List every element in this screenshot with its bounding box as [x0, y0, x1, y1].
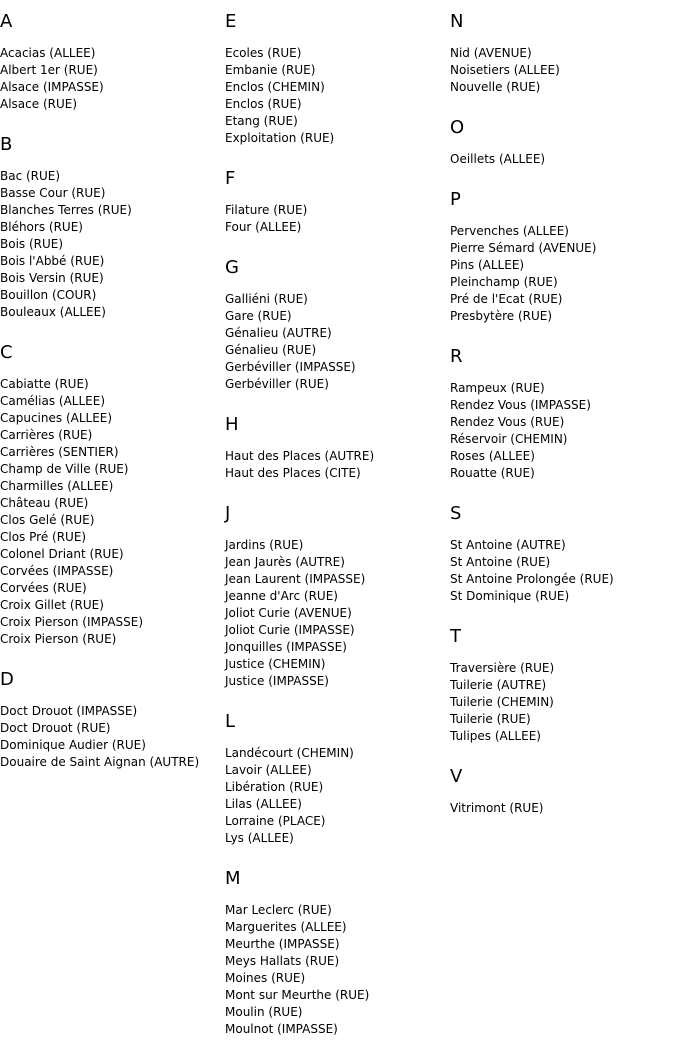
letter-section [450, 189, 675, 325]
street-link[interactable]: Embanie (RUE) [225, 63, 316, 77]
street-link[interactable]: Réservoir (CHEMIN) [450, 432, 568, 446]
directory-column [450, 11, 675, 838]
street-list [450, 800, 675, 817]
letter-heading: D [0, 669, 14, 690]
street-link[interactable]: Oeillets (ALLEE) [450, 152, 546, 166]
letter-section [0, 342, 225, 648]
street-list [225, 745, 450, 847]
street-link[interactable]: Doct Drouot (IMPASSE) [0, 704, 138, 718]
directory-column [225, 11, 450, 1059]
street-link[interactable]: Enclos (CHEMIN) [225, 80, 325, 94]
street-link[interactable]: Gerbéviller (IMPASSE) [225, 360, 356, 374]
street-link[interactable]: Lorraine (PLACE) [225, 814, 326, 828]
street-link[interactable]: Rendez Vous (IMPASSE) [450, 398, 591, 412]
letter-section [450, 503, 675, 605]
street-link[interactable]: Libération (RUE) [225, 780, 324, 794]
letter-heading: O [450, 117, 465, 138]
street-link[interactable]: Roses (ALLEE) [450, 449, 535, 463]
street-link[interactable]: Moines (RUE) [225, 971, 306, 985]
letter-heading: S [450, 503, 462, 524]
street-link[interactable]: Génalieu (RUE) [225, 343, 317, 357]
street-link[interactable]: Doct Drouot (RUE) [0, 721, 111, 735]
street-link[interactable]: Pierre Sémard (AVENUE) [450, 241, 597, 255]
letter-heading: E [225, 11, 237, 32]
street-link[interactable]: Alsace (IMPASSE) [0, 80, 104, 94]
street-list [225, 202, 450, 236]
street-link[interactable]: Haut des Places (AUTRE) [225, 449, 375, 463]
street-link[interactable]: Gare (RUE) [225, 309, 292, 323]
street-link[interactable]: Douaire de Saint Aignan (AUTRE) [0, 755, 200, 769]
street-list [0, 168, 225, 321]
street-link[interactable]: Jardins (RUE) [225, 538, 304, 552]
street-link[interactable]: Lys (ALLEE) [225, 831, 294, 845]
street-link[interactable]: Tuilerie (AUTRE) [450, 678, 547, 692]
letter-heading: F [225, 168, 236, 189]
street-list [0, 45, 225, 113]
street-link[interactable]: Acacias (ALLEE) [0, 46, 96, 60]
street-link[interactable]: Basse Cour (RUE) [0, 186, 106, 200]
street-link[interactable]: Pré de l'Ecat (RUE) [450, 292, 563, 306]
letter-heading: V [450, 766, 463, 787]
street-link[interactable]: Nid (AVENUE) [450, 46, 532, 60]
letter-section [0, 669, 225, 771]
letter-section [225, 503, 450, 690]
letter-heading: N [450, 11, 464, 32]
street-link[interactable]: Landécourt (CHEMIN) [225, 746, 354, 760]
street-link[interactable]: Carrières (SENTIER) [0, 445, 119, 459]
street-link[interactable]: Corvées (RUE) [0, 581, 87, 595]
street-link[interactable]: Bac (RUE) [0, 169, 61, 183]
street-list [450, 45, 675, 96]
street-link[interactable]: Génalieu (AUTRE) [225, 326, 332, 340]
letter-section [225, 868, 450, 1038]
street-list [450, 537, 675, 605]
letter-section [450, 11, 675, 96]
street-link[interactable]: Pervenches (ALLEE) [450, 224, 569, 238]
street-link[interactable]: Justice (CHEMIN) [225, 657, 326, 671]
street-link[interactable]: Camélias (ALLEE) [0, 394, 105, 408]
street-link[interactable]: St Dominique (RUE) [450, 589, 570, 603]
directory-column [0, 11, 225, 792]
street-link[interactable]: Exploitation (RUE) [225, 131, 335, 145]
street-link[interactable]: Tulipes (ALLEE) [450, 729, 541, 743]
street-link[interactable]: Rampeux (RUE) [450, 381, 545, 395]
street-list [0, 376, 225, 648]
letter-section [450, 117, 675, 168]
street-link[interactable]: Tuilerie (RUE) [450, 712, 531, 726]
letter-section [450, 346, 675, 482]
street-link[interactable]: Colonel Driant (RUE) [0, 547, 124, 561]
letter-section [0, 11, 225, 113]
street-link[interactable]: St Antoine (RUE) [450, 555, 551, 569]
street-link[interactable]: Lilas (ALLEE) [225, 797, 302, 811]
street-link[interactable]: Haut des Places (CITE) [225, 466, 361, 480]
street-link[interactable]: Bouillon (COUR) [0, 288, 97, 302]
street-link[interactable]: Croix Gillet (RUE) [0, 598, 104, 612]
street-link[interactable]: Joliot Curie (IMPASSE) [225, 623, 355, 637]
street-link[interactable]: Croix Pierson (IMPASSE) [0, 615, 144, 629]
street-link[interactable]: Filature (RUE) [225, 203, 308, 217]
letter-heading: L [225, 711, 236, 732]
street-link[interactable]: Tuilerie (CHEMIN) [450, 695, 554, 709]
street-link[interactable]: Nouvelle (RUE) [450, 80, 541, 94]
street-link[interactable]: Corvées (IMPASSE) [0, 564, 114, 578]
street-link[interactable]: Pleinchamp (RUE) [450, 275, 558, 289]
street-link[interactable]: Vitrimont (RUE) [450, 801, 544, 815]
street-list [450, 223, 675, 325]
letter-heading: R [450, 346, 463, 367]
street-link[interactable]: Enclos (RUE) [225, 97, 302, 111]
street-link[interactable]: Albert 1er (RUE) [0, 63, 98, 77]
street-link[interactable]: Gerbéviller (RUE) [225, 377, 329, 391]
street-list [225, 902, 450, 1038]
street-link[interactable]: Rouatte (RUE) [450, 466, 535, 480]
street-link[interactable]: Dominique Audier (RUE) [0, 738, 146, 752]
letter-heading: M [225, 868, 241, 889]
street-link[interactable]: Lavoir (ALLEE) [225, 763, 312, 777]
street-link[interactable]: Noisetiers (ALLEE) [450, 63, 560, 77]
letter-heading: C [0, 342, 13, 363]
street-list [450, 660, 675, 745]
letter-heading: J [225, 503, 231, 524]
letter-section [225, 11, 450, 147]
street-link[interactable]: Alsace (RUE) [0, 97, 78, 111]
street-link[interactable]: Meys Hallats (RUE) [225, 954, 340, 968]
street-link[interactable]: Bois Versin (RUE) [0, 271, 104, 285]
street-link[interactable]: Capucines (ALLEE) [0, 411, 113, 425]
letter-heading: P [450, 189, 461, 210]
street-link[interactable]: Meurthe (IMPASSE) [225, 937, 340, 951]
street-link[interactable]: Jean Jaurès (AUTRE) [225, 555, 345, 569]
street-link[interactable]: Blanches Terres (RUE) [0, 203, 132, 217]
street-link[interactable]: Bouleaux (ALLEE) [0, 305, 106, 319]
letter-heading: T [450, 626, 461, 647]
letter-section [225, 414, 450, 482]
street-list [225, 537, 450, 690]
letter-heading: B [0, 134, 13, 155]
street-list [0, 703, 225, 771]
letter-heading: H [225, 414, 239, 435]
street-link[interactable]: Etang (RUE) [225, 114, 298, 128]
street-link[interactable]: Château (RUE) [0, 496, 89, 510]
street-link[interactable]: Bois (RUE) [0, 237, 64, 251]
street-link[interactable]: Clos Pré (RUE) [0, 530, 87, 544]
street-link[interactable]: Moulnot (IMPASSE) [225, 1022, 338, 1036]
letter-section [450, 626, 675, 745]
street-link[interactable]: Moulin (RUE) [225, 1005, 303, 1019]
street-link[interactable]: St Antoine Prolongée (RUE) [450, 572, 614, 586]
street-link[interactable]: Presbytère (RUE) [450, 309, 553, 323]
street-link[interactable]: St Antoine (AUTRE) [450, 538, 566, 552]
street-link[interactable]: Four (ALLEE) [225, 220, 302, 234]
street-link[interactable]: Croix Pierson (RUE) [0, 632, 117, 646]
street-link[interactable]: Jonquilles (IMPASSE) [225, 640, 347, 654]
street-link[interactable]: Mar Leclerc (RUE) [225, 903, 332, 917]
street-link[interactable]: Carrières (RUE) [0, 428, 93, 442]
letter-section [225, 711, 450, 847]
street-list [225, 448, 450, 482]
street-link[interactable]: Joliot Curie (AVENUE) [225, 606, 352, 620]
street-link[interactable]: Galliéni (RUE) [225, 292, 308, 306]
street-link[interactable]: Mont sur Meurthe (RUE) [225, 988, 370, 1002]
street-link[interactable]: Jeanne d'Arc (RUE) [225, 589, 338, 603]
street-link[interactable]: Traversière (RUE) [450, 661, 555, 675]
street-link[interactable]: Ecoles (RUE) [225, 46, 302, 60]
letter-section [225, 168, 450, 236]
street-link[interactable]: Jean Laurent (IMPASSE) [225, 572, 366, 586]
letter-section [450, 766, 675, 817]
street-link[interactable]: Cabiatte (RUE) [0, 377, 89, 391]
letter-section [225, 257, 450, 393]
street-link[interactable]: Bléhors (RUE) [0, 220, 83, 234]
street-list [450, 151, 675, 168]
letter-heading: G [225, 257, 239, 278]
street-link[interactable]: Pins (ALLEE) [450, 258, 525, 272]
street-link[interactable]: Clos Gelé (RUE) [0, 513, 95, 527]
street-link[interactable]: Charmilles (ALLEE) [0, 479, 114, 493]
street-list [450, 380, 675, 482]
street-link[interactable]: Rendez Vous (RUE) [450, 415, 565, 429]
street-link[interactable]: Bois l'Abbé (RUE) [0, 254, 105, 268]
street-list [225, 291, 450, 393]
street-link[interactable]: Champ de Ville (RUE) [0, 462, 129, 476]
street-link[interactable]: Marguerites (ALLEE) [225, 920, 347, 934]
letter-heading: A [0, 11, 13, 32]
street-list [225, 45, 450, 147]
street-link[interactable]: Justice (IMPASSE) [225, 674, 329, 688]
letter-section [0, 134, 225, 321]
